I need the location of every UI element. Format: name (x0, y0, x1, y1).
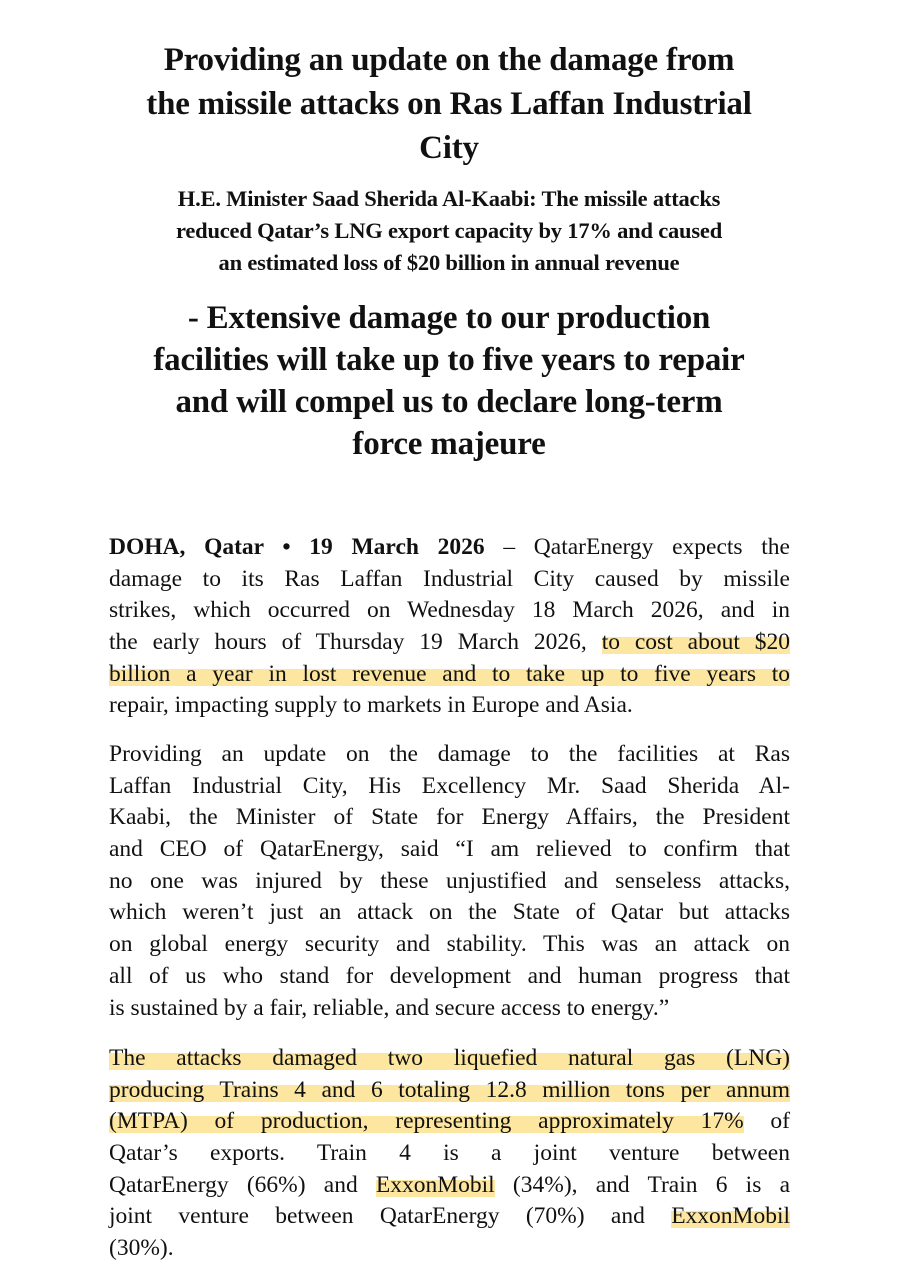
text-segment: Laffan Industrial City, His Excellency Mr. Saad Sherida Al- (109, 772, 790, 799)
paragraph-lng-trains (109, 1043, 790, 1265)
headline-line: facilities will take up to five years to repair (153, 342, 745, 378)
paragraph-line (109, 1201, 790, 1233)
title-line: City (419, 130, 479, 166)
highlighted-text: ExxonMobil (671, 1203, 790, 1230)
highlighted-text: to cost about $20 (601, 629, 790, 656)
paragraph-line (109, 993, 790, 1025)
highlighted-text: billion a year in lost revenue and to take up to five years to (109, 660, 790, 687)
paragraph-line (109, 1106, 790, 1138)
paragraph-line (109, 1043, 790, 1075)
text-segment: Providing an update on the damage to the facilities at Ras (109, 741, 790, 767)
document-subtitle (90, 183, 808, 279)
paragraph-line (109, 1138, 790, 1170)
paragraph-line (109, 771, 790, 803)
paragraph-line (109, 627, 790, 659)
highlighted-text: producing Trains 4 and 6 totaling 12.8 million tons per annum (109, 1076, 790, 1103)
paragraph-line (109, 532, 790, 564)
paragraph-line (109, 1233, 790, 1265)
paragraph-quote (109, 739, 790, 1024)
subtitle-line: an estimated loss of $20 billion in annual revenue (218, 250, 680, 275)
dateline: DOHA, Qatar • 19 March 2026 (109, 534, 485, 560)
text-segment: and CEO of QatarEnergy, said “I am relieved to confirm that (109, 836, 790, 863)
headline-line: and will compel us to declare long-term (175, 384, 723, 420)
text-segment: (30%). (109, 1235, 174, 1262)
document-title (90, 38, 808, 170)
paragraph-line (109, 595, 790, 627)
paragraph-intro (109, 532, 790, 722)
text-segment: Qatar’s exports. Train 4 is a joint venture between (109, 1140, 790, 1167)
paragraph-line (109, 834, 790, 866)
text-segment: QatarEnergy (66%) and (109, 1171, 376, 1198)
text-segment: – QatarEnergy expects the (484, 534, 790, 560)
text-segment: all of us who stand for development and human progress that (109, 962, 790, 989)
title-line: Providing an update on the damage from (163, 42, 735, 78)
text-segment: the early hours of Thursday 19 March 2026, (109, 629, 602, 656)
paragraph-line (109, 929, 790, 961)
text-segment: strikes, which occurred on Wednesday 18 March 2026, and in (109, 597, 790, 624)
paragraph-line (109, 1075, 790, 1107)
document-headline (90, 297, 808, 465)
paragraph-line (109, 897, 790, 929)
text-segment: joint venture between QatarEnergy (70%) and (109, 1203, 672, 1230)
paragraph-line (109, 659, 790, 691)
paragraph-line (109, 866, 790, 898)
text-segment: no one was injured by these unjustified and senseless attacks, (109, 867, 790, 894)
paragraph-line (109, 1170, 790, 1202)
text-segment: which weren’t just an attack on the State of Qatar but attacks (109, 899, 790, 926)
paragraph-line (109, 690, 790, 722)
headline-line: - Extensive damage to our production (187, 300, 711, 336)
paragraph-line (109, 739, 790, 771)
text-segment: repair, impacting supply to markets in Europe and Asia. (109, 692, 633, 719)
highlighted-text: The attacks damaged two liquefied natural gas (LNG) (109, 1045, 790, 1071)
paragraph-line (109, 564, 790, 596)
text-segment: Kaabi, the Minister of State for Energy Affairs, the President (109, 804, 790, 831)
paragraph-line (109, 961, 790, 993)
text-segment: is sustained by a fair, reliable, and secure access to energy.” (109, 994, 670, 1021)
text-segment: (34%), and Train 6 is a (494, 1171, 790, 1198)
text-segment: damage to its Ras Laffan Industrial City caused by missile (109, 565, 790, 592)
title-line: the missile attacks on Ras Laffan Industrial (146, 86, 752, 122)
highlighted-text: (MTPA) of production, representing approximately 17% (109, 1108, 744, 1135)
text-segment: on global energy security and stability. This was an attack on (109, 931, 790, 958)
paragraph-line (109, 802, 790, 834)
headline-line: force majeure (352, 426, 546, 462)
subtitle-line: reduced Qatar’s LNG export capacity by 17% and caused (175, 218, 723, 243)
text-segment: of (743, 1108, 790, 1135)
highlighted-text: ExxonMobil (375, 1171, 495, 1198)
subtitle-line: H.E. Minister Saad Sherida Al-Kaabi: The missile attacks (177, 186, 721, 211)
